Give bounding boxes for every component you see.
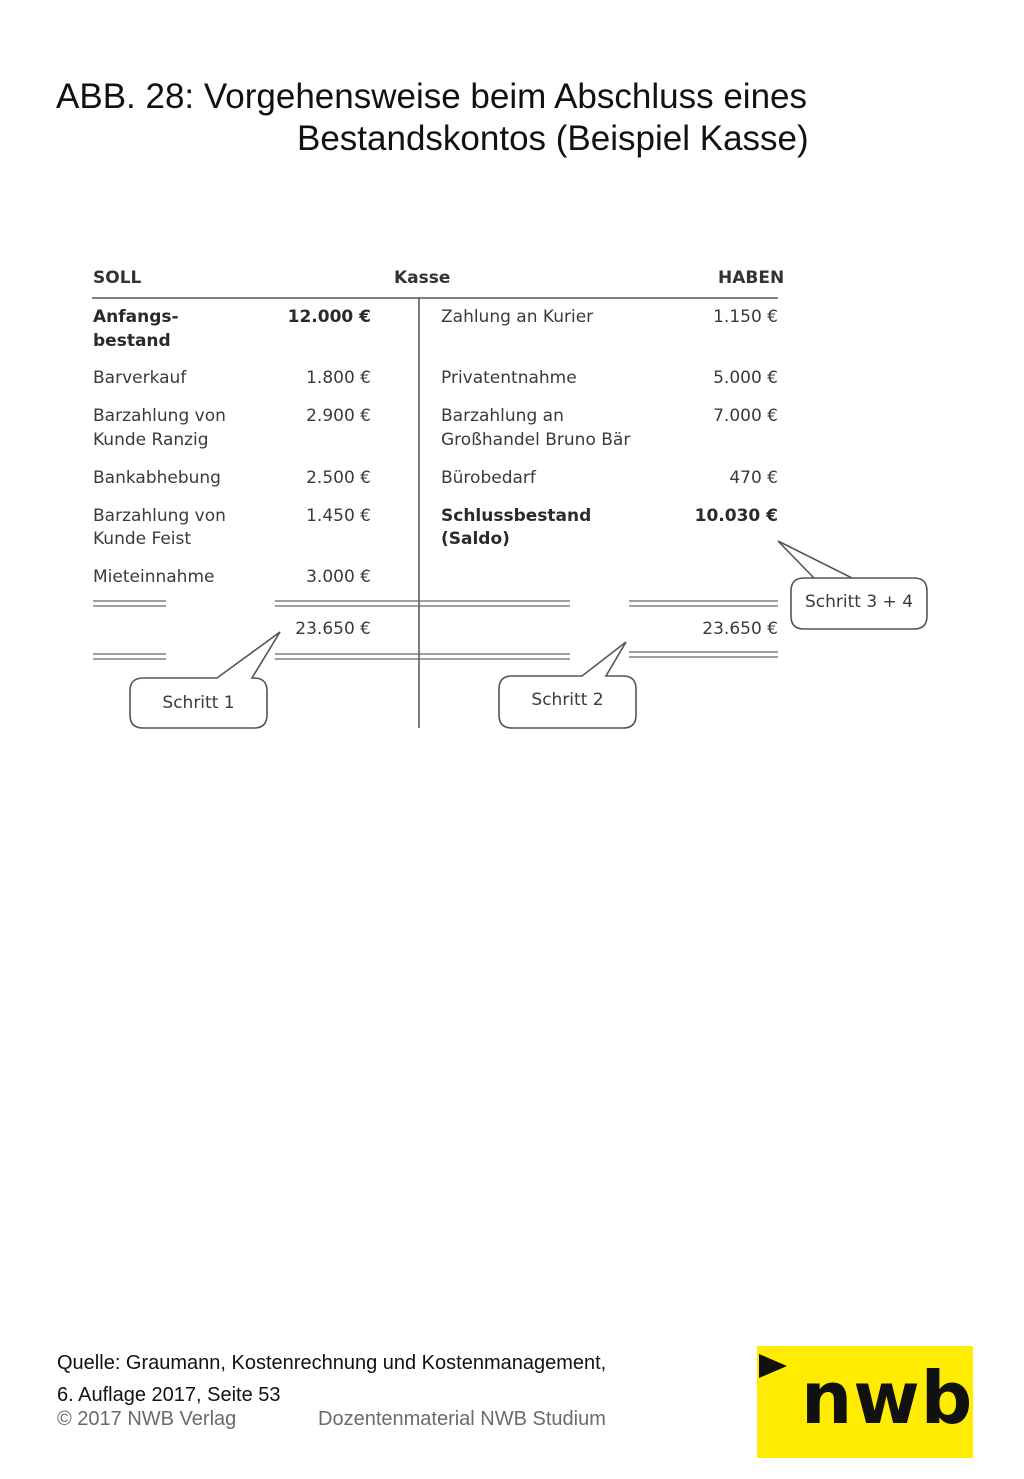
soll-entry-amount: 2.900 € [306,406,371,426]
soll-entry-label: Kunde Ranzig [93,430,209,450]
source-line-2: 6. Auflage 2017, Seite 53 [57,1384,281,1406]
soll-entry-label: Mieteinnahme [93,567,215,587]
haben-entry-amount: 5.000 € [713,368,778,388]
soll-entry-label: bestand [93,331,171,351]
soll-entry-label: Barzahlung von [93,506,226,526]
soll-entry-amount: 1.800 € [306,368,371,388]
haben-entry-label: (Saldo) [441,529,510,549]
title-line-1: ABB. 28: Vorgehensweise beim Abschluss eines [56,77,807,116]
haben-entry-label: Privatentnahme [441,368,577,388]
copyright: © 2017 NWB Verlag [57,1408,237,1430]
title-line-2: Bestandskontos (Beispiel Kasse) [297,119,809,158]
soll-entry-amount: 1.450 € [306,506,371,526]
haben-entry-label: Zahlung an Kurier [441,307,594,327]
logo-text: nwb [801,1356,974,1440]
haben-header: HABEN [718,268,785,288]
soll-entry-amount: 3.000 € [306,567,371,587]
haben-entry-amount: 1.150 € [713,307,778,327]
callout-step34-shape [778,541,927,629]
haben-entry-label: Schlussbestand [441,506,592,526]
soll-header: SOLL [93,268,142,288]
callout-step34: Schritt 3 + 4 [804,592,914,612]
callout-step2: Schritt 2 [531,690,604,710]
soll-entry-amount: 12.000 € [287,307,371,327]
haben-entry-label: Barzahlung an [441,406,564,426]
source-line-1: Quelle: Graumann, Kostenrechnung und Kostenmanagement, [57,1352,607,1374]
callout-step1: Schritt 1 [162,693,235,713]
haben-entry-amount: 10.030 € [694,506,778,526]
soll-entry-label: Barverkauf [93,368,187,388]
callout-step1-shape [130,632,280,728]
soll-entry-label: Barzahlung von [93,406,226,426]
soll-entry-label: Bankabhebung [93,468,221,488]
account-name: Kasse [394,268,451,288]
material-note: Dozentenmaterial NWB Studium [318,1408,606,1430]
soll-entry-label: Kunde Feist [93,529,192,549]
soll-entry-label: Anfangs- [93,307,179,327]
nwb-logo [757,1346,973,1458]
callout-step2-shape [499,642,636,728]
soll-entry-amount: 2.500 € [306,468,371,488]
haben-total: 23.650 € [702,619,778,639]
haben-entry-amount: 470 € [729,468,778,488]
soll-total: 23.650 € [295,619,371,639]
haben-entry-label: Großhandel Bruno Bär [441,430,631,450]
haben-entry-label: Bürobedarf [441,468,536,488]
double-rule-lower [93,652,778,659]
haben-entry-amount: 7.000 € [713,406,778,426]
double-rule-upper [93,601,778,606]
